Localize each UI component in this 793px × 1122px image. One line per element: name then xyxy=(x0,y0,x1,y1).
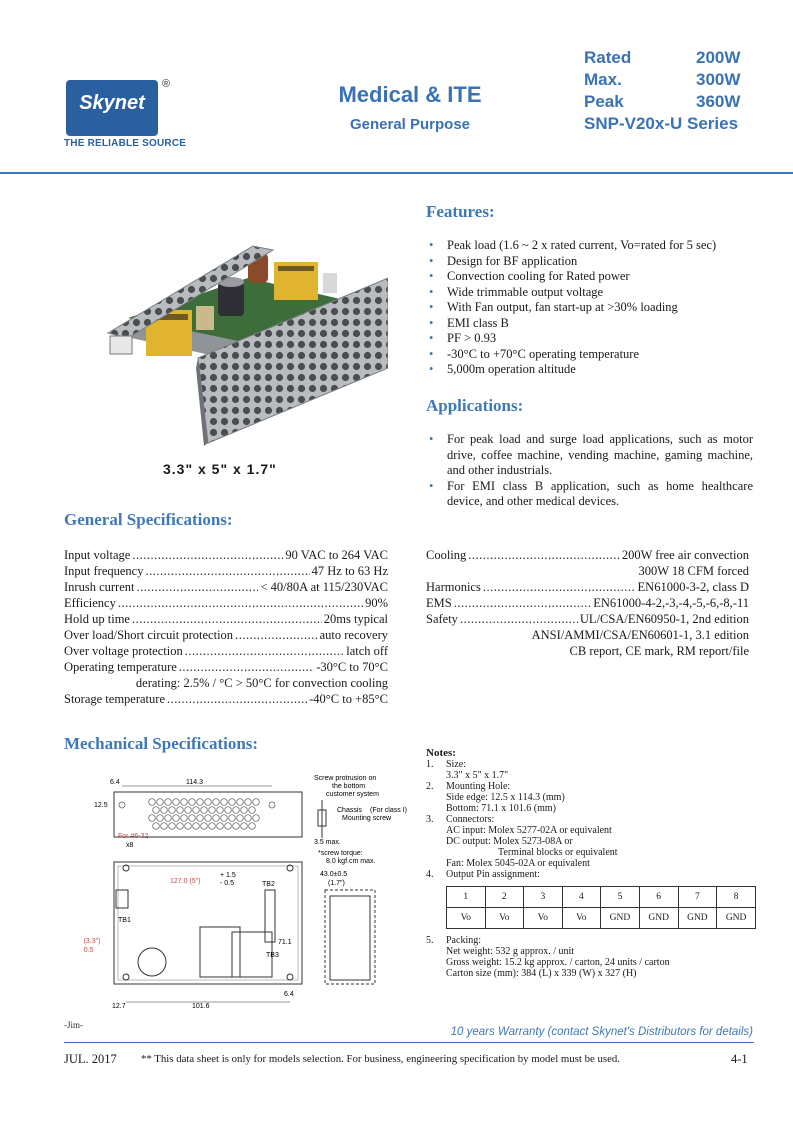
note-hole-heading: Mounting Hole: xyxy=(446,781,511,792)
notes-block: Notes: 1. Size: 3.3" x 5" x 1.7" 2. Mounting Hole: Side edge: 12.5 x 114.3 (mm) Bottom: 71.1 x 101.6 (mm) 3. Connectors: AC input: Molex 5277-02A or equivalent DC output: Molex 5273-08A or Terminal blocks or equivalent Fan: Molex 5045-02A or equivalent 4. Output Pin assignment: 1 2 3 4 5 6 7 8 Vo Vo Vo Vo GND GND GND GND 5. Packing: Net weight: 532 g approx. / unit Gross weight: 15.2 kg approx. / carton, 24 units / carton Carton size (mm): 384 (L) x 339 (W) x 327 (H) xyxy=(426,748,756,979)
note-hole-2: Bottom: 71.1 x 101.6 (mm) xyxy=(446,803,556,814)
dim-6-4b: 6.4 xyxy=(284,991,294,998)
dim-plus: + 1.5 xyxy=(220,872,236,879)
label-tb3: TB3 xyxy=(266,952,279,959)
page-title: Medical & ITE xyxy=(338,82,482,107)
list-item: • PF > 0.93 xyxy=(426,331,756,347)
series-name: SNP-V20x-U Series xyxy=(584,114,739,133)
dim-71-1: 71.1 xyxy=(278,939,292,946)
pin-value: Vo xyxy=(447,908,486,929)
list-item: • -30°C to +70°C operating temperature xyxy=(426,347,756,363)
note-conn-1: AC input: Molex 5277-02A or equivalent xyxy=(446,825,612,836)
pin-number: 7 xyxy=(678,887,717,908)
label-tb1: TB1 xyxy=(118,917,131,924)
footer-date: JUL. 2017 xyxy=(64,1052,117,1066)
dim-12-7: 12.7 xyxy=(112,1003,126,1010)
logo-tagline: THE RELIABLE SOURCE xyxy=(64,138,187,149)
features-title: Features: xyxy=(426,202,495,221)
derating-note: derating: 2.5% / °C > 50°C for convection cooling xyxy=(135,676,388,690)
note-torque-2: 8.0 kgf.cm max. xyxy=(326,858,376,865)
dim-114-3: 114.3 xyxy=(186,779,203,786)
general-specs-left xyxy=(64,547,388,707)
notes-title: Notes: xyxy=(426,747,456,759)
pin-number: 3 xyxy=(524,887,563,908)
spec-row: Input frequency ..... 47 Hz to 63 Hz xyxy=(64,563,388,579)
dim-minus: - 0.5 xyxy=(220,880,235,887)
spec-row: Cooling ..... 200W free air convection xyxy=(426,547,749,563)
pin-number: 5 xyxy=(601,887,640,908)
note-class: (For class I) xyxy=(370,807,407,814)
spec-row: 300W 18 CFM forced xyxy=(638,564,749,578)
pin-number: 2 xyxy=(485,887,524,908)
photo-caption: 3.3" x 5" x 1.7" xyxy=(163,461,277,477)
note-chassis: Chassis xyxy=(337,807,362,814)
note-pin-heading: Output Pin assignment: xyxy=(446,869,540,880)
note-max: 3.5 max. xyxy=(314,839,341,846)
applications-title: Applications: xyxy=(426,396,524,415)
rating-peak: Peak 360W xyxy=(584,92,741,111)
dim-101-6: 101.6 xyxy=(192,1003,210,1010)
header-rule xyxy=(0,172,793,174)
applications-list xyxy=(426,432,753,510)
list-item: • Design for BF application xyxy=(426,254,756,270)
pin-number: 4 xyxy=(562,887,601,908)
list-item: • 5,000m operation altitude xyxy=(426,362,756,378)
spec-row: Efficiency ..... 90% xyxy=(64,595,388,611)
pin-number: 8 xyxy=(717,887,756,908)
product-photo xyxy=(98,218,388,446)
dim-43: 43.0±0.5 xyxy=(320,871,348,878)
spec-row: Storage temperature ..... -40°C to +85°C xyxy=(64,691,388,707)
registered-mark: ® xyxy=(162,78,171,90)
note-pack-2: Gross weight: 15.2 kg approx. / carton, 24 units / carton xyxy=(446,957,670,968)
note-torque-1: *screw torque: xyxy=(318,850,363,857)
note-hole-1: Side edge: 12.5 x 114.3 (mm) xyxy=(446,792,565,803)
spec-row: Hold up time ..... 20ms typical xyxy=(64,611,388,627)
spec-row: EMS ..... EN61000-4-2,-3,-4,-5,-6,-8,-11 xyxy=(426,595,749,611)
footer-rule xyxy=(64,1042,754,1043)
drawer-initials: -Jim- xyxy=(64,1020,83,1030)
spec-row: Safety ..... UL/CSA/EN60950-1, 2nd edition xyxy=(426,611,749,627)
mechanical-title: Mechanical Specifications: xyxy=(64,734,259,753)
list-item: • For EMI class B application, such as home healthcare device, and other medical devices. xyxy=(426,479,753,510)
pin-value: Vo xyxy=(562,908,601,929)
spec-row: Operating temperature ..... -30°C to 70°C xyxy=(64,659,388,675)
rating-rated: Rated 200W xyxy=(584,48,741,67)
dim-6-4: 6.4 xyxy=(110,779,120,786)
note-size-heading: Size: xyxy=(446,759,466,770)
note-conn-3: Terminal blocks or equivalent xyxy=(498,847,618,858)
warranty-note: 10 years Warranty (contact Skynet's Distributors for details) xyxy=(450,1026,753,1038)
spec-row: Over voltage protection ..... latch off xyxy=(64,643,388,659)
logo-name: Skynet xyxy=(79,92,145,114)
dim-12-5: 12.5 xyxy=(94,802,108,809)
pin-value: Vo xyxy=(485,908,524,929)
spec-row: Over load/Short circuit protection ..... auto recovery xyxy=(64,627,388,643)
note-pack-3: Carton size (mm): 384 (L) x 339 (W) x 327 (H) xyxy=(446,968,637,979)
dim-screw: For #6-32 xyxy=(118,833,149,840)
features-list xyxy=(426,238,756,378)
pin-value: Vo xyxy=(524,908,563,929)
note-conn-4: Fan: Molex 5045-02A or equivalent xyxy=(446,858,590,869)
general-specs-right xyxy=(426,547,749,659)
list-item: • Peak load (1.6 ~ 2 x rated current, Vo=rated for 5 sec) xyxy=(426,238,756,254)
general-specs-title: General Specifications: xyxy=(64,510,233,529)
note-pack-1: Net weight: 532 g approx. / unit xyxy=(446,946,575,957)
list-item: • Wide trimmable output voltage xyxy=(426,285,756,301)
pin-value: GND xyxy=(717,908,756,929)
note-conn-2: DC output: Molex 5273-08A or xyxy=(446,836,573,847)
list-item: • Convection cooling for Rated power xyxy=(426,269,756,285)
pin-value: GND xyxy=(639,908,678,929)
mechanical-drawing xyxy=(82,772,412,1022)
note-mount: Mounting screw xyxy=(342,815,392,822)
pin-number: 6 xyxy=(639,887,678,908)
dim-83-8: (3.3") xyxy=(83,938,101,945)
pin-table xyxy=(446,886,756,929)
dim-1-7: (1.7") xyxy=(328,880,345,887)
dim-x8: x8 xyxy=(126,842,134,849)
list-item: • EMI class B xyxy=(426,316,756,332)
note-screw-1: Screw protrusion on xyxy=(314,775,377,782)
note-screw-3: customer system xyxy=(326,791,379,798)
pin-value: GND xyxy=(678,908,717,929)
spec-row: ANSI/AMMI/CSA/EN60601-1, 3.1 edition xyxy=(531,628,749,642)
note-screw-2: the bottom xyxy=(332,783,366,790)
spec-row: Harmonics ..... EN61000-3-2, class D xyxy=(426,579,749,595)
note-pack-heading: Packing: xyxy=(446,935,481,946)
spec-row: Inrush current ..... < 40/80A at 115/230VAC xyxy=(64,579,388,595)
list-item: • With Fan output, fan start-up at >30% loading xyxy=(426,300,756,316)
note-size: 3.3" x 5" x 1.7" xyxy=(446,770,509,781)
pin-value: GND xyxy=(601,908,640,929)
spec-row: CB report, CE mark, RM report/file xyxy=(569,644,749,658)
page-subtitle: General Purpose xyxy=(349,116,471,133)
dim-127: 127.0 (5") xyxy=(170,878,201,885)
footer-disclaimer: ** This data sheet is only for models selection. For business, engineering specification by model must be used. xyxy=(141,1053,620,1065)
page-number: 4-1 xyxy=(731,1052,748,1066)
spec-row: Input voltage ..... 90 VAC to 264 VAC xyxy=(64,547,388,563)
power-ratings xyxy=(584,48,740,136)
dim-pm: 0.5 xyxy=(83,947,94,954)
note-conn-heading: Connectors: xyxy=(446,814,495,825)
rating-max: Max. 300W xyxy=(584,70,741,89)
pin-number: 1 xyxy=(447,887,486,908)
list-item: • For peak load and surge load applications, such as motor drive, coffee machine, vending machine, gaming machine, and other industrials. xyxy=(426,432,753,479)
label-tb2: TB2 xyxy=(262,881,275,888)
